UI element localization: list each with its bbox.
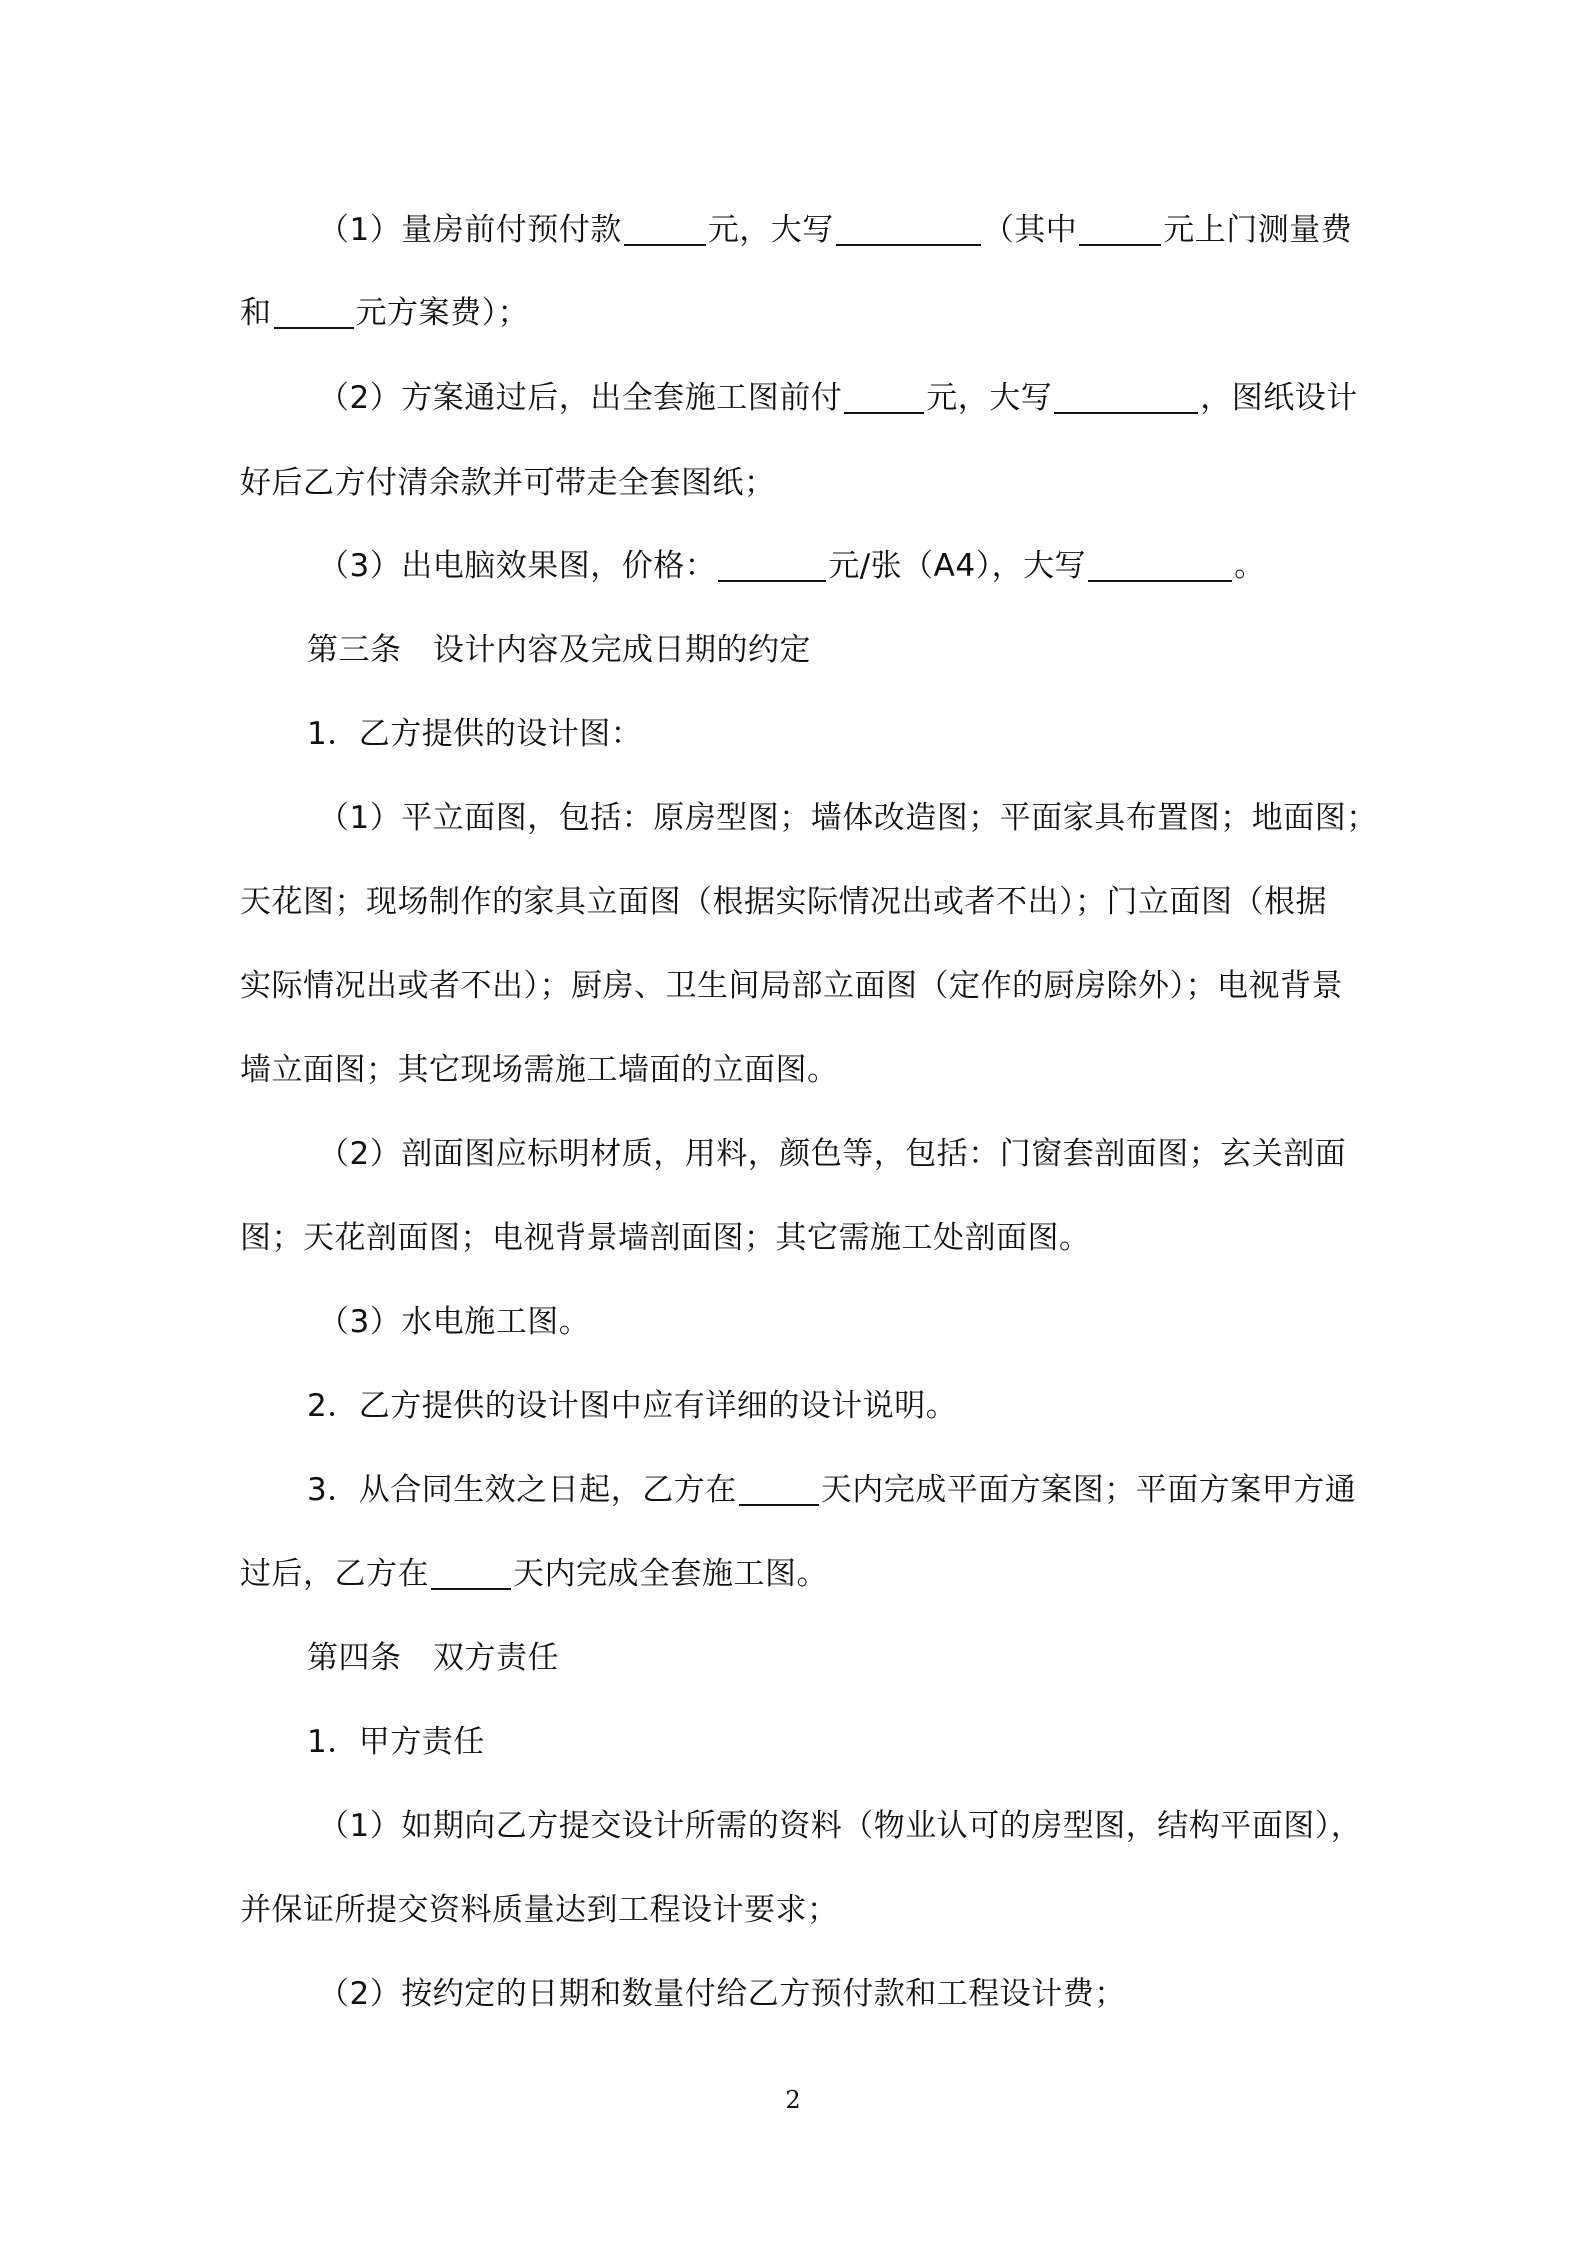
text-segment: 并保证所提交资料质量达到工程设计要求；: [240, 1892, 839, 1928]
fill-in-blank[interactable]: [1088, 552, 1232, 582]
text-segment: ，图纸设计: [1200, 380, 1358, 416]
text-segment: 元上门测量费: [1163, 212, 1353, 248]
text-segment: 实际情况出或者不出）；厨房、卫生间局部立面图（定作的厨房除外）；电视背景: [240, 968, 1343, 1004]
text-segment: 天内完成平面方案图；平面方案甲方通: [820, 1472, 1357, 1508]
text-line-s3b: [240, 1554, 1586, 1594]
text-segment: 2．乙方提供的设计图中应有详细的设计说明。: [307, 1388, 958, 1424]
text-line-d2a: [318, 1134, 1586, 1174]
text-segment: 第三条 设计内容及完成日期的约定: [307, 632, 811, 668]
page-number: 2: [785, 2086, 801, 2114]
text-segment: 和: [240, 295, 272, 331]
fill-in-blank[interactable]: [718, 552, 826, 582]
text-segment: 墙立面图；其它现场需施工墙面的立面图。: [240, 1052, 839, 1088]
text-line-art4: [307, 1638, 1586, 1678]
text-segment: 3．从合同生效之日起，乙方在: [307, 1472, 737, 1508]
text-line-d1c: [240, 966, 1586, 1006]
text-line-r2: [318, 1974, 1586, 2014]
text-line-s2: [307, 1386, 1586, 1426]
text-line-p2b: [240, 463, 1586, 503]
text-line-p3: [318, 546, 1586, 586]
text-segment: （2）按约定的日期和数量付给乙方预付款和工程设计费；: [318, 1976, 1126, 2012]
text-line-r1a: [318, 1806, 1586, 1846]
fill-in-blank[interactable]: [739, 1476, 819, 1506]
text-segment: 1．甲方责任: [307, 1724, 485, 1760]
text-segment: （1）如期向乙方提交设计所需的资料（物业认可的房型图，结构平面图），: [318, 1808, 1363, 1844]
fill-in-blank[interactable]: [431, 1560, 511, 1590]
fill-in-blank[interactable]: [274, 299, 354, 329]
text-line-r1: [307, 1722, 1586, 1762]
text-line-s1: [307, 714, 1586, 754]
text-line-art3: [307, 630, 1586, 670]
text-segment: （2）方案通过后，出全套施工图前付: [318, 380, 843, 416]
fill-in-blank[interactable]: [836, 216, 981, 246]
text-segment: 图；天花剖面图；电视背景墙剖面图；其它需施工处剖面图。: [240, 1220, 1091, 1256]
text-segment: 1．乙方提供的设计图：: [307, 716, 643, 752]
text-line-r1b: [240, 1890, 1586, 1930]
text-line-d1d: [240, 1050, 1586, 1090]
text-line-d2b: [240, 1218, 1586, 1258]
text-segment: 元/张（A4），大写: [828, 548, 1087, 584]
text-segment: （1）量房前付预付款: [318, 212, 622, 248]
text-segment: （3）出电脑效果图，价格：: [318, 548, 717, 584]
text-segment: （1）平立面图，包括：原房型图；墙体改造图；平面家具布置图；地面图；: [318, 800, 1378, 836]
text-line-s3a: [307, 1470, 1586, 1510]
text-segment: 过后，乙方在: [240, 1556, 429, 1592]
text-segment: 元方案费）；: [355, 295, 529, 331]
text-segment: 好后乙方付清余款并可带走全套图纸；: [240, 465, 776, 501]
text-line-p1b: [240, 293, 1586, 333]
text-line-d3: [318, 1302, 1586, 1342]
text-segment: （2）剖面图应标明材质，用料，颜色等，包括：门窗套剖面图；玄关剖面: [318, 1136, 1347, 1172]
fill-in-blank[interactable]: [844, 384, 924, 414]
text-segment: （3）水电施工图。: [318, 1304, 591, 1340]
text-line-p1: [318, 210, 1586, 250]
text-line-d1b: [240, 882, 1586, 922]
fill-in-blank[interactable]: [1054, 384, 1198, 414]
text-segment: 元，大写: [926, 380, 1053, 416]
text-line-p2: [318, 378, 1586, 418]
text-segment: 第四条 双方责任: [307, 1640, 559, 1676]
fill-in-blank[interactable]: [1079, 216, 1161, 246]
text-segment: 天花图；现场制作的家具立面图（根据实际情况出或者不出）；门立面图（根据: [240, 884, 1327, 920]
text-segment: 。: [1234, 548, 1266, 584]
text-segment: （其中: [982, 212, 1078, 248]
text-line-d1a: [318, 798, 1586, 838]
text-segment: 天内完成全套施工图。: [513, 1556, 828, 1592]
fill-in-blank[interactable]: [624, 216, 706, 246]
text-segment: 元，大写: [707, 212, 834, 248]
